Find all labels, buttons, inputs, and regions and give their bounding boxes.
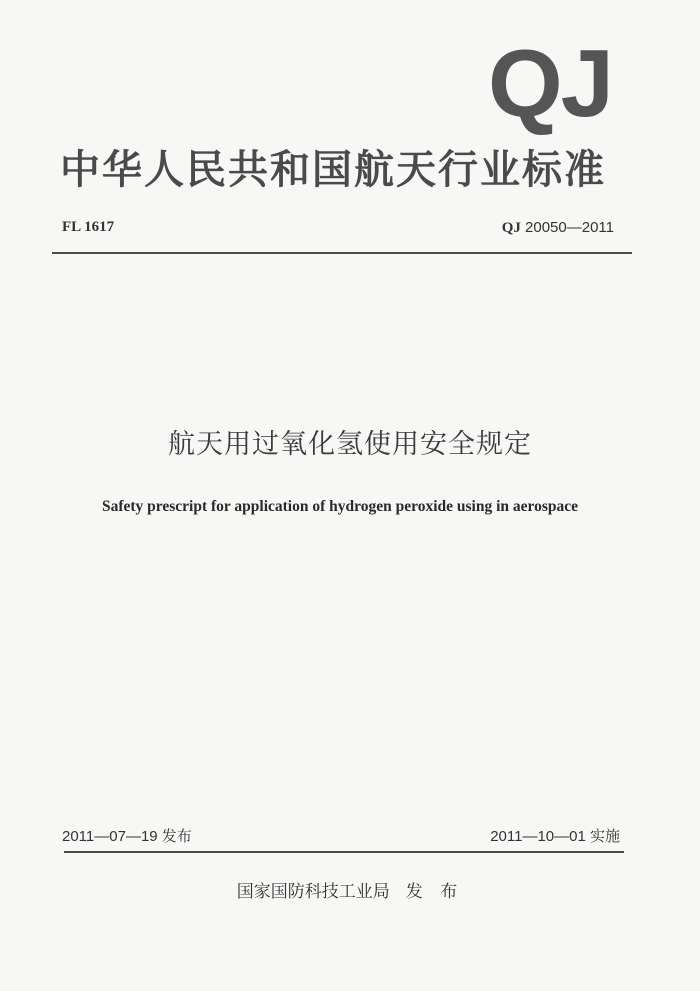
publisher-line bbox=[0, 877, 700, 902]
effective-label: 实施 bbox=[589, 828, 620, 845]
standard-number-value: 20050—2011 bbox=[525, 219, 614, 236]
standard-number bbox=[502, 219, 614, 237]
publish-date: 2011—07—19 bbox=[62, 828, 158, 845]
publisher-name: 国家国防科技工业局 bbox=[236, 882, 390, 902]
standard-prefix: QJ bbox=[501, 220, 521, 236]
document-title-chinese: 航天用过氧化氢使用安全规定 bbox=[168, 429, 532, 460]
standard-category-title: 中华人民共和国航天行业标准 bbox=[60, 147, 606, 193]
publish-label: 发布 bbox=[161, 828, 192, 845]
effective-date: 2011—10—01 bbox=[490, 828, 586, 845]
effective-date-line bbox=[490, 825, 620, 846]
publish-date-line bbox=[62, 825, 192, 846]
document-title-english: Safety prescript for application of hydrogen peroxide using in aerospace bbox=[101, 498, 579, 515]
classification-code: FL 1617 bbox=[62, 219, 115, 235]
qj-logo: QJ bbox=[487, 30, 612, 137]
header-divider bbox=[52, 252, 632, 254]
footer-divider bbox=[64, 851, 624, 853]
publisher-action: 发 布 bbox=[405, 882, 464, 902]
